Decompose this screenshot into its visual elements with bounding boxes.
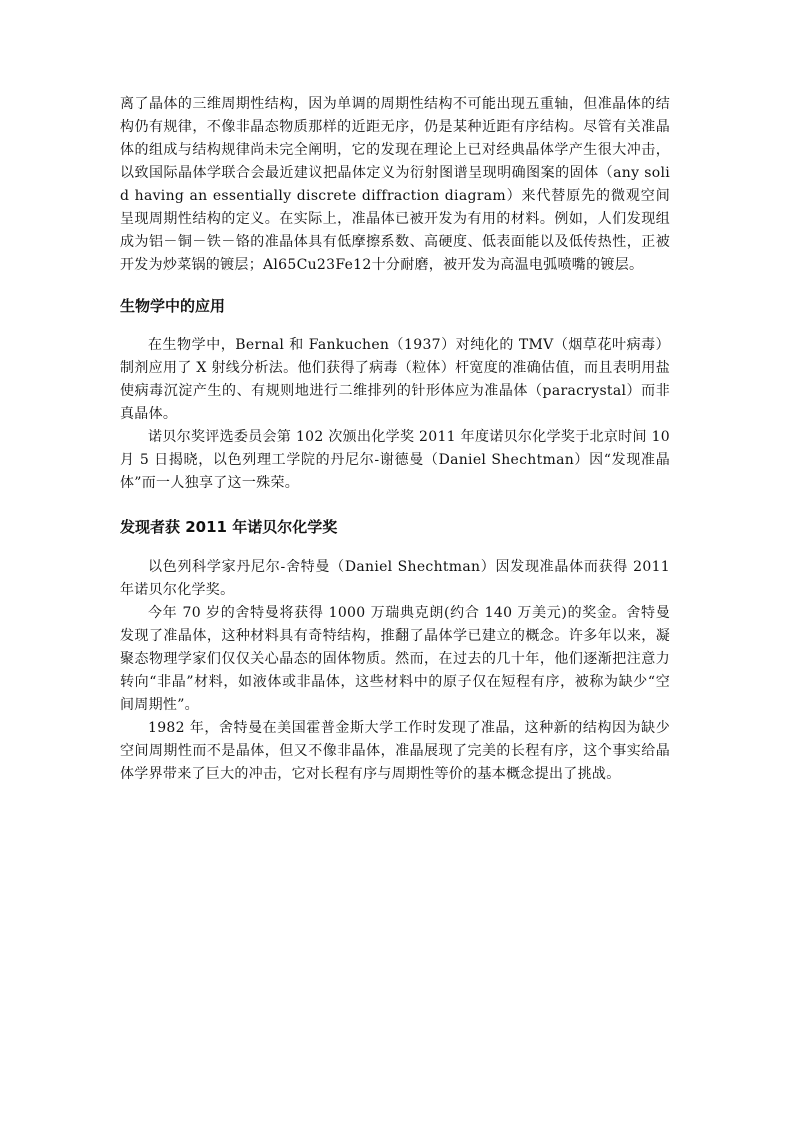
section-heading-biology: 生物学中的应用 (120, 297, 226, 315)
biology-paragraph-1: 在生物学中，Bernal 和 Fankuchen（1937）对纯化的 TMV（烟草花叶病毒）制剂应用了 X 射线分析法。他们获得了病毒（粒体）杆宽度的准确估值，而且表明用盐使病毒沉淀产生的、有规则地进行二维排列的针形体应为准晶体（paracrystal）而非真晶体。 (120, 337, 670, 422)
section-heading-nobel: 发现者获 2011 年诺贝尔化学奖 (120, 518, 338, 536)
nobel-paragraph-1: 以色列科学家丹尼尔-舍特曼（Daniel Shechtman）因发现准晶体而获得 2011 年诺贝尔化学奖。 (120, 559, 670, 598)
document-body (120, 93, 670, 786)
nobel-paragraph-3: 1982 年，舍特曼在美国霍普金斯大学工作时发现了准晶，这种新的结构因为缺少空间周期性而不是晶体，但又不像非晶体，准晶展现了完美的长程有序，这个事实给晶体学界带来了巨大的冲击，它对长程有序与周期性等价的基本概念提出了挑战。 (120, 720, 670, 782)
biology-paragraph-2: 诺贝尔奖评选委员会第 102 次颁出化学奖 2011 年度诺贝尔化学奖于北京时间 10 月 5 日揭晓，以色列理工学院的丹尼尔-谢德曼（Daniel Shechtman）因“发现准晶体”而一人独享了这一殊荣。 (120, 429, 670, 491)
nobel-paragraph-2: 今年 70 岁的舍特曼将获得 1000 万瑞典克朗(约合 140 万美元)的奖金。舍特曼发现了准晶体，这种材料具有奇特结构，推翻了晶体学已建立的概念。许多年以来，凝聚态物理学家们仅仅关心晶态的固体物质。然而，在过去的几十年，他们逐渐把注意力转向“非晶”材料，如液体或非晶体，这些材料中的原子仅在短程有序，被称为缺少“空间周期性”。 (120, 605, 670, 713)
intro-paragraph: 离了晶体的三维周期性结构，因为单调的周期性结构不可能出现五重轴，但准晶体的结构仍有规律，不像非晶态物质那样的近距无序，仍是某种近距有序结构。尽管有关准晶体的组成与结构规律尚未完全阐明，它的发现在理论上已对经典晶体学产生很大冲击，以致国际晶体学联合会最近建议把晶体定义为衍射图谱呈现明确图案的固体（any solid having an essentially discrete diffraction diagram）来代替原先的微观空间呈现周期性结构的定义。在实际上，准晶体已被开发为有用的材料。例如，人们发现组成为铝－铜－铁－铬的准晶体具有低摩擦系数、高硬度、低表面能以及低传热性，正被开发为炒菜锅的镀层；Al65Cu23Fe12十分耐磨，被开发为高温电弧喷嘴的镀层。 (120, 96, 670, 273)
